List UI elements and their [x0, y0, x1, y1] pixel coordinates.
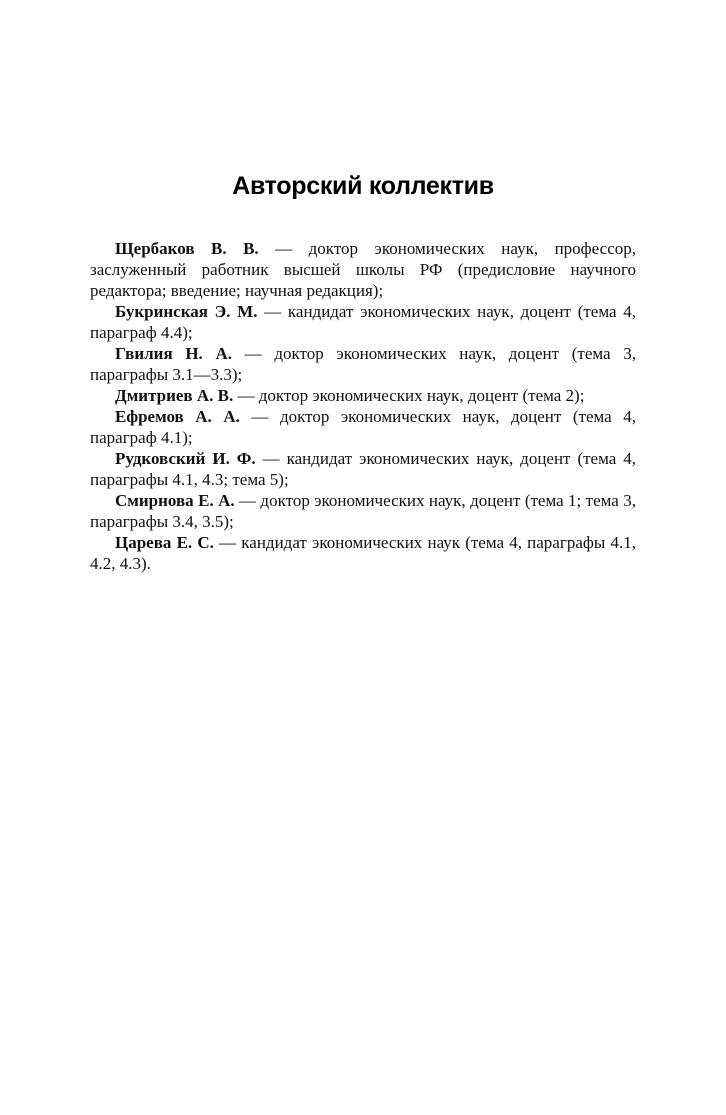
- author-name: Щербаков В. В.: [115, 239, 259, 258]
- author-desc: — доктор экономических наук, профессор, заслуженный работник высшей школы РФ (предисловие научного редактора; введение; научная редакция);: [90, 239, 636, 300]
- page-title: Авторский коллектив: [232, 172, 494, 200]
- author-desc: — доктор экономических наук, доцент (тема 2);: [233, 386, 585, 405]
- author-desc: — кандидат экономических наук, доцент (тема 4, параграф 4.4);: [90, 302, 636, 342]
- author-desc: — доктор экономических наук, доцент (тема 1; тема 3, параграфы 3.4, 3.5);: [90, 491, 637, 531]
- author-name: Дмитриев А. В.: [115, 386, 234, 405]
- authors-list: [90, 238, 636, 574]
- author-desc: — кандидат экономических наук, доцент (тема 4, параграфы 4.1, 4.3; тема 5);: [90, 449, 637, 489]
- author-desc: — доктор экономических наук, доцент (тема 3, параграфы 3.1—3.3);: [90, 344, 636, 384]
- author-entry: [90, 343, 636, 385]
- author-entry: [90, 532, 636, 574]
- author-desc: — доктор экономических наук, доцент (тема 4, параграф 4.1);: [90, 407, 636, 447]
- author-entry: [90, 490, 636, 532]
- author-name: Ефремов А. А.: [115, 407, 240, 426]
- author-desc: — кандидат экономических наук (тема 4, параграфы 4.1, 4.2, 4.3).: [90, 533, 636, 573]
- author-entry: [90, 238, 636, 301]
- author-entry: [90, 301, 636, 343]
- author-entry: [90, 448, 636, 490]
- author-name: Царева Е. С.: [115, 533, 214, 552]
- author-name: Рудковский И. Ф.: [115, 449, 256, 468]
- author-name: Смирнова Е. А.: [115, 491, 235, 510]
- author-entry: [90, 406, 636, 448]
- author-name: Букринская Э. М.: [115, 302, 258, 321]
- author-name: Гвилия Н. А.: [115, 344, 233, 363]
- author-entry: [90, 385, 636, 406]
